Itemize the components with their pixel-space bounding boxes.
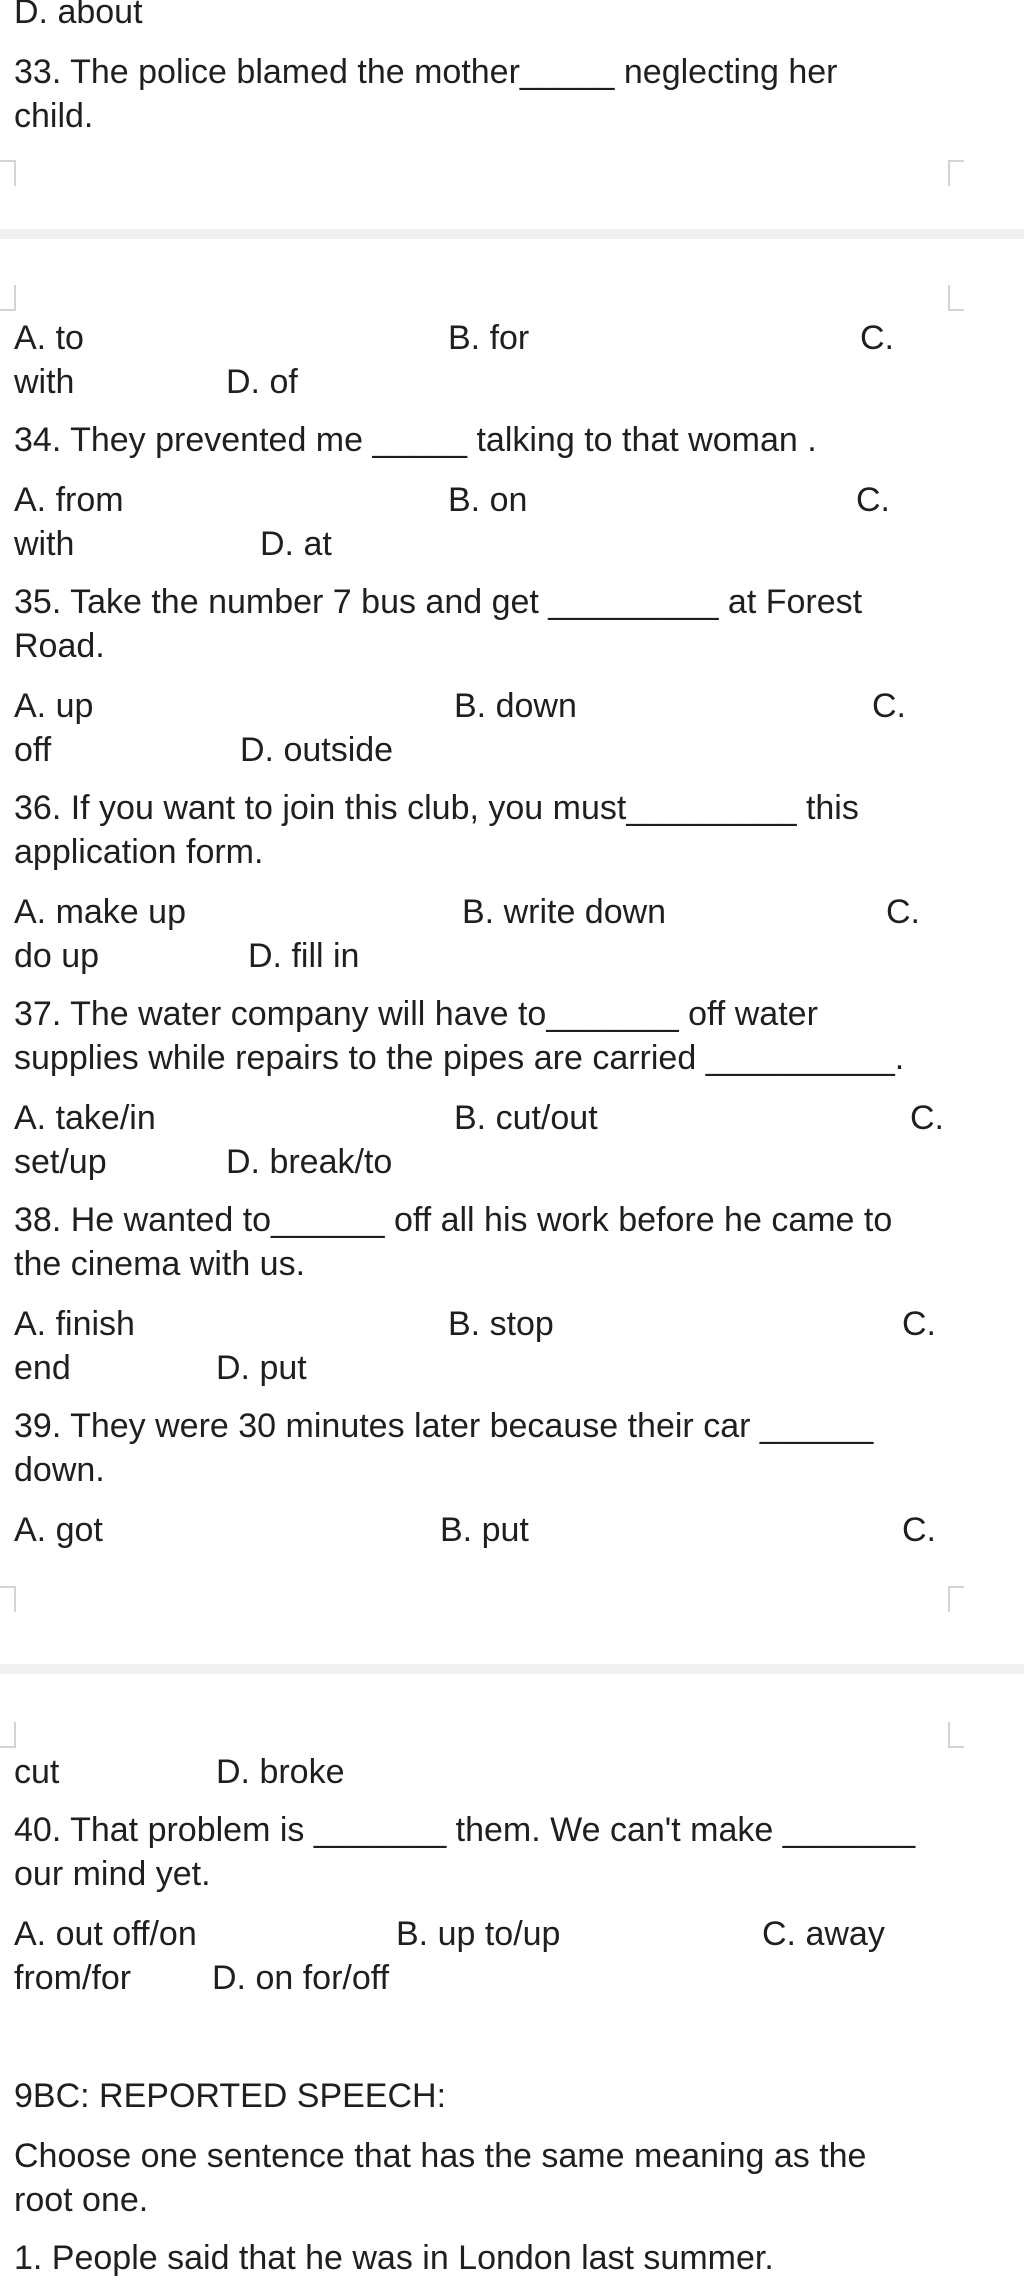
q35-text-line1: 35. Take the number 7 bus and get _________ at Forest [14,583,863,621]
q39-option-b: B. put [440,1511,529,1549]
q37-option-c-text: set/up [14,1143,107,1181]
q35-option-d: D. outside [240,731,394,769]
q38-option-c-text: end [14,1349,71,1387]
q36-option-a: A. make up [14,893,186,931]
q37-text-line1: 37. The water company will have to_______ off water [14,995,818,1033]
section-instruction-line2: root one. [14,2181,149,2219]
q38-option-b: B. stop [448,1305,554,1343]
q35-option-c: C. [872,687,906,725]
q33-text-line1: 33. The police blamed the mother_____ neglecting her [14,53,838,91]
q37-option-b: B. cut/out [454,1099,598,1137]
q38-option-a: A. finish [14,1305,135,1343]
q40-option-b: B. up to/up [396,1915,561,1953]
page-corner-mark [0,1722,16,1748]
q36-option-b: B. write down [462,893,667,931]
q37-option-a: A. take/in [14,1099,156,1137]
q34-option-c-text: with [14,525,75,563]
section-instruction-line1: Choose one sentence that has the same meaning as the [14,2137,867,2175]
q38-text-line1: 38. He wanted to______ off all his work before he came to [14,1201,893,1239]
q39-option-d: D. broke [216,1753,345,1791]
q38-option-c: C. [902,1305,936,1343]
q40-option-c-text: from/for [14,1959,132,1997]
q39-option-c-text: cut [14,1753,60,1791]
q34-option-b: B. on [448,481,528,519]
q35-text-line2: Road. [14,627,105,665]
q34-option-d: D. at [260,525,332,563]
q38-text-line2: the cinema with us. [14,1245,306,1283]
q40-text-line1: 40. That problem is _______ them. We can't make _______ [14,1811,916,1849]
page-corner-mark [948,285,964,311]
section-question-1: 1. People said that he was in London last summer. [14,2239,774,2277]
q36-text-line2: application form. [14,833,264,871]
q33-option-b: B. for [448,319,530,357]
page-corner-mark [0,1586,16,1612]
q39-option-a: A. got [14,1511,103,1549]
q40-option-a: A. out off/on [14,1915,197,1953]
q36-text-line1: 36. If you want to join this club, you must_________ this [14,789,859,827]
q34-option-c: C. [856,481,890,519]
q35-option-c-text: off [14,731,52,769]
q39-text-line2: down. [14,1451,105,1489]
q33-option-c: C. [860,319,894,357]
q40-option-d: D. on for/off [212,1959,390,1997]
page-break-separator [0,229,1024,239]
page-break-separator [0,1664,1024,1674]
option-d-about: D. about [14,0,143,31]
q33-option-a: A. to [14,319,84,357]
q33-option-c-text: with [14,363,75,401]
q40-text-line2: our mind yet. [14,1855,211,1893]
q40-option-c: C. away [762,1915,885,1953]
page-corner-mark [0,160,16,186]
q35-option-a: A. up [14,687,94,725]
q37-text-line2: supplies while repairs to the pipes are carried __________. [14,1039,905,1077]
page-corner-mark [0,285,16,311]
section-title: 9BC: REPORTED SPEECH: [14,2077,447,2115]
q35-option-b: B. down [454,687,577,725]
page-corner-mark [948,1722,964,1748]
q34-option-a: A. from [14,481,124,519]
q39-text-line1: 39. They were 30 minutes later because their car ______ [14,1407,874,1445]
q39-option-c: C. [902,1511,936,1549]
q33-option-d: D. of [226,363,298,401]
page-corner-mark [948,1586,964,1612]
q37-option-c: C. [910,1099,944,1137]
q38-option-d: D. put [216,1349,307,1387]
page-corner-mark [948,160,964,186]
q37-option-d: D. break/to [226,1143,393,1181]
q36-option-c: C. [886,893,920,931]
q33-text-line2: child. [14,97,94,135]
q34-text-line1: 34. They prevented me _____ talking to that woman . [14,421,817,459]
q36-option-c-text: do up [14,937,100,975]
q36-option-d: D. fill in [248,937,360,975]
